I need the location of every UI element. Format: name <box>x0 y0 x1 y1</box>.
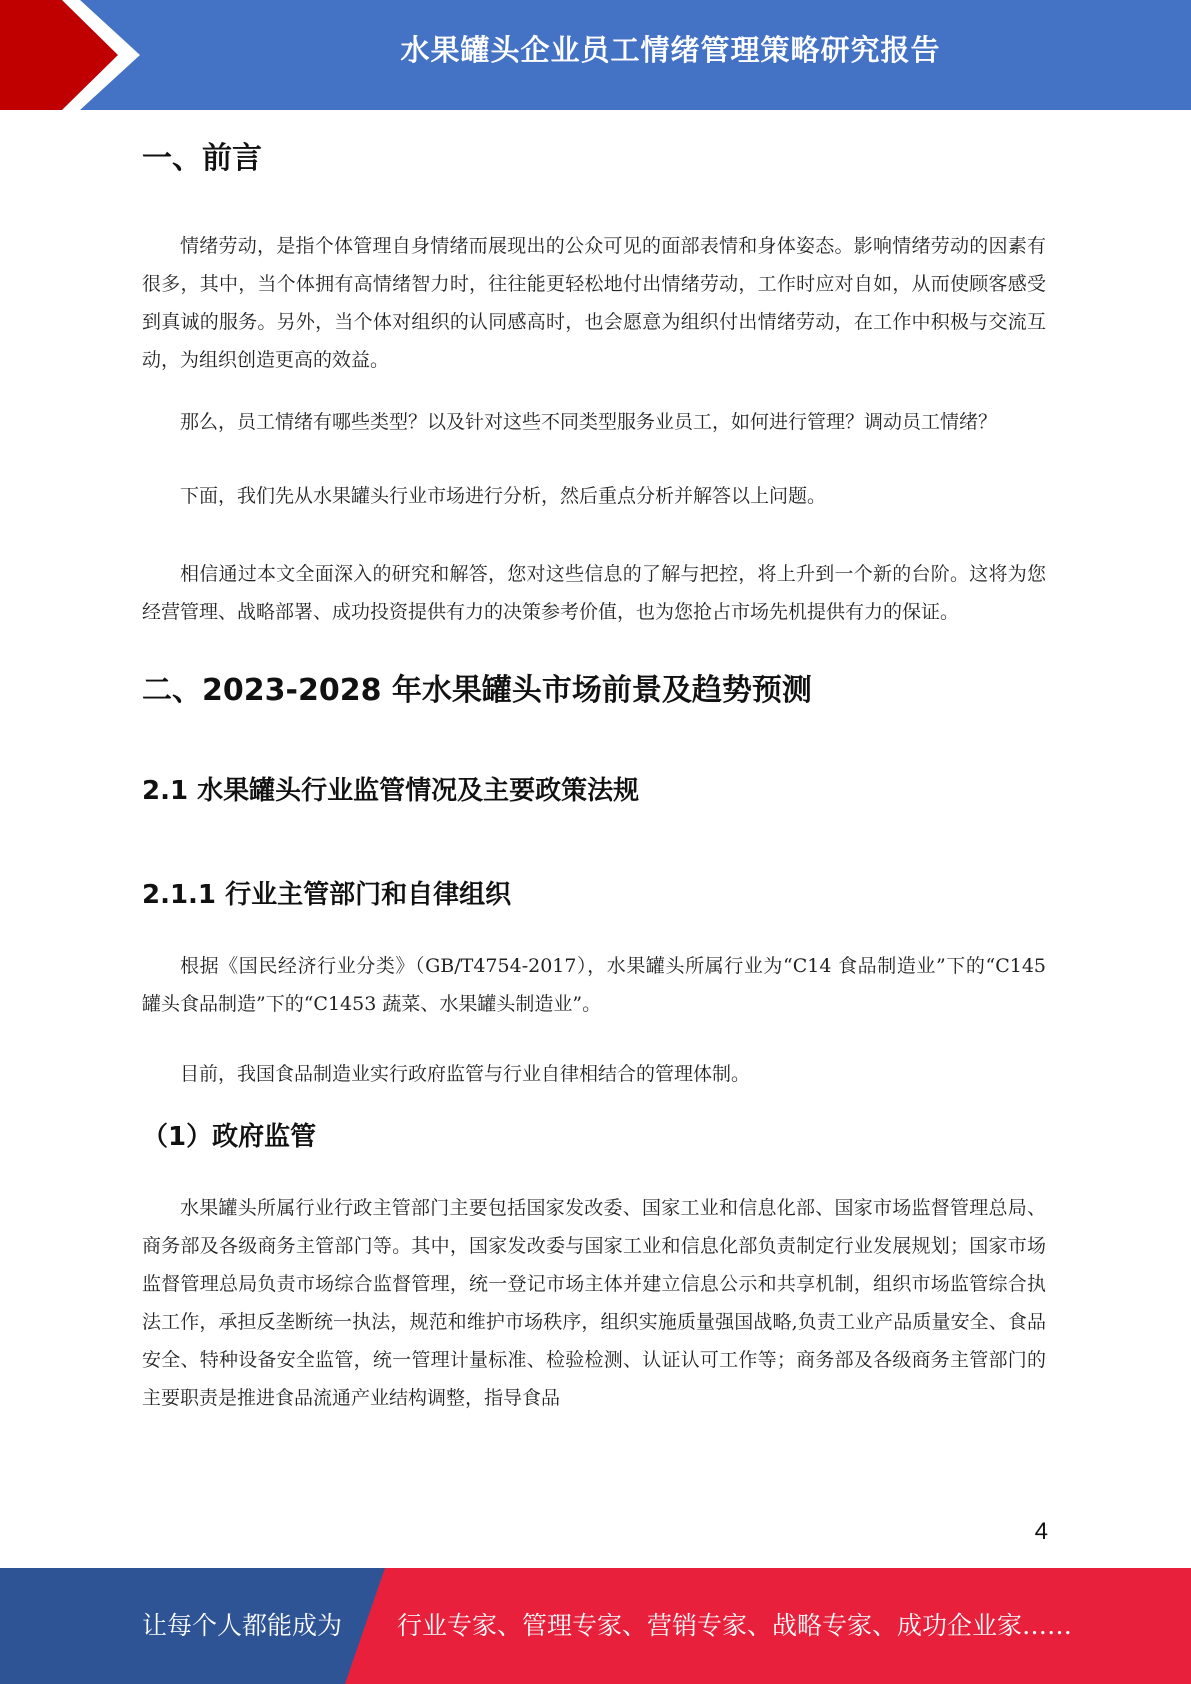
heading-2-1-1: 2.1.1 行业主管部门和自律组织 <box>142 880 512 910</box>
heading-2-1: 2.1 水果罐头行业监管情况及主要政策法规 <box>142 776 640 806</box>
header-arrow-decoration <box>0 0 160 110</box>
page-header <box>0 0 1191 110</box>
heading-government-supervision: （1）政府监管 <box>142 1122 317 1152</box>
report-title: 水果罐头企业员工情绪管理策略研究报告 <box>400 33 941 67</box>
footer-slogan-left: 让每个人都能成为 <box>142 1611 343 1640</box>
paragraph-intro-2: 那么，员工情绪有哪些类型？以及针对这些不同类型服务业员工，如何进行管理？调动员工情绪？ <box>180 411 998 433</box>
footer-slogan-right: 行业专家、管理专家、营销专家、战略专家、成功企业家…… <box>397 1611 1073 1640</box>
paragraph-government-supervision: 水果罐头所属行业行政主管部门主要包括国家发改委、国家工业和信息化部、国家市场监督管理总局、商务部及各级商务主管部门等。其中，国家发改委与国家工业和信息化部负责制定行业发展规划；国家市场监督管理总局负责市场综合监督管理，统一登记市场主体并建立信息公示和共享机制，组织市场监管综合执法工作，承担反垄断统一执法，规范和维护市场秩序，组织实施质量强国战略,负责工业产品质量安全、食品安全、特种设备安全监管，统一管理计量标准、检验检测、认证认可工作等；商务部及各级商务主管部门的主要职责是推进食品流通产业结构调整，指导食品 <box>142 1197 1046 1409</box>
paragraph-intro-3: 下面，我们先从水果罐头行业市场进行分析，然后重点分析并解答以上问题。 <box>180 485 827 507</box>
paragraph-intro-4: 相信通过本文全面深入的研究和解答，您对这些信息的了解与把控，将上升到一个新的台阶。这将为您经营管理、战略部署、成功投资提供有力的决策参考价值，也为您抢占市场先机提供有力的保证。 <box>142 563 1046 623</box>
paragraph-classification: 根据《国民经济行业分类》（GB/T4754-2017），水果罐头所属行业为“C14 食品制造业”下的“C145 罐头食品制造”下的“C1453 蔬菜、水果罐头制造业”。 <box>142 955 1046 1015</box>
page-content <box>142 135 1046 1417</box>
heading-market-outlook: 二、2023-2028 年水果罐头市场前景及趋势预测 <box>142 673 812 708</box>
page-number: 4 <box>1034 1518 1048 1545</box>
paragraph-management-system: 目前，我国食品制造业实行政府监管与行业自律相结合的管理体制。 <box>180 1063 751 1085</box>
page-footer <box>0 1568 1191 1684</box>
heading-intro: 一、前言 <box>142 141 262 176</box>
paragraph-intro-1: 情绪劳动，是指个体管理自身情绪而展现出的公众可见的面部表情和身体姿态。影响情绪劳动的因素有很多，其中，当个体拥有高情绪智力时，往往能更轻松地付出情绪劳动，工作时应对自如，从而使顾客感受到真诚的服务。另外，当个体对组织的认同感高时，也会愿意为组织付出情绪劳动，在工作中积极与交流互动，为组织创造更高的效益。 <box>142 235 1046 371</box>
